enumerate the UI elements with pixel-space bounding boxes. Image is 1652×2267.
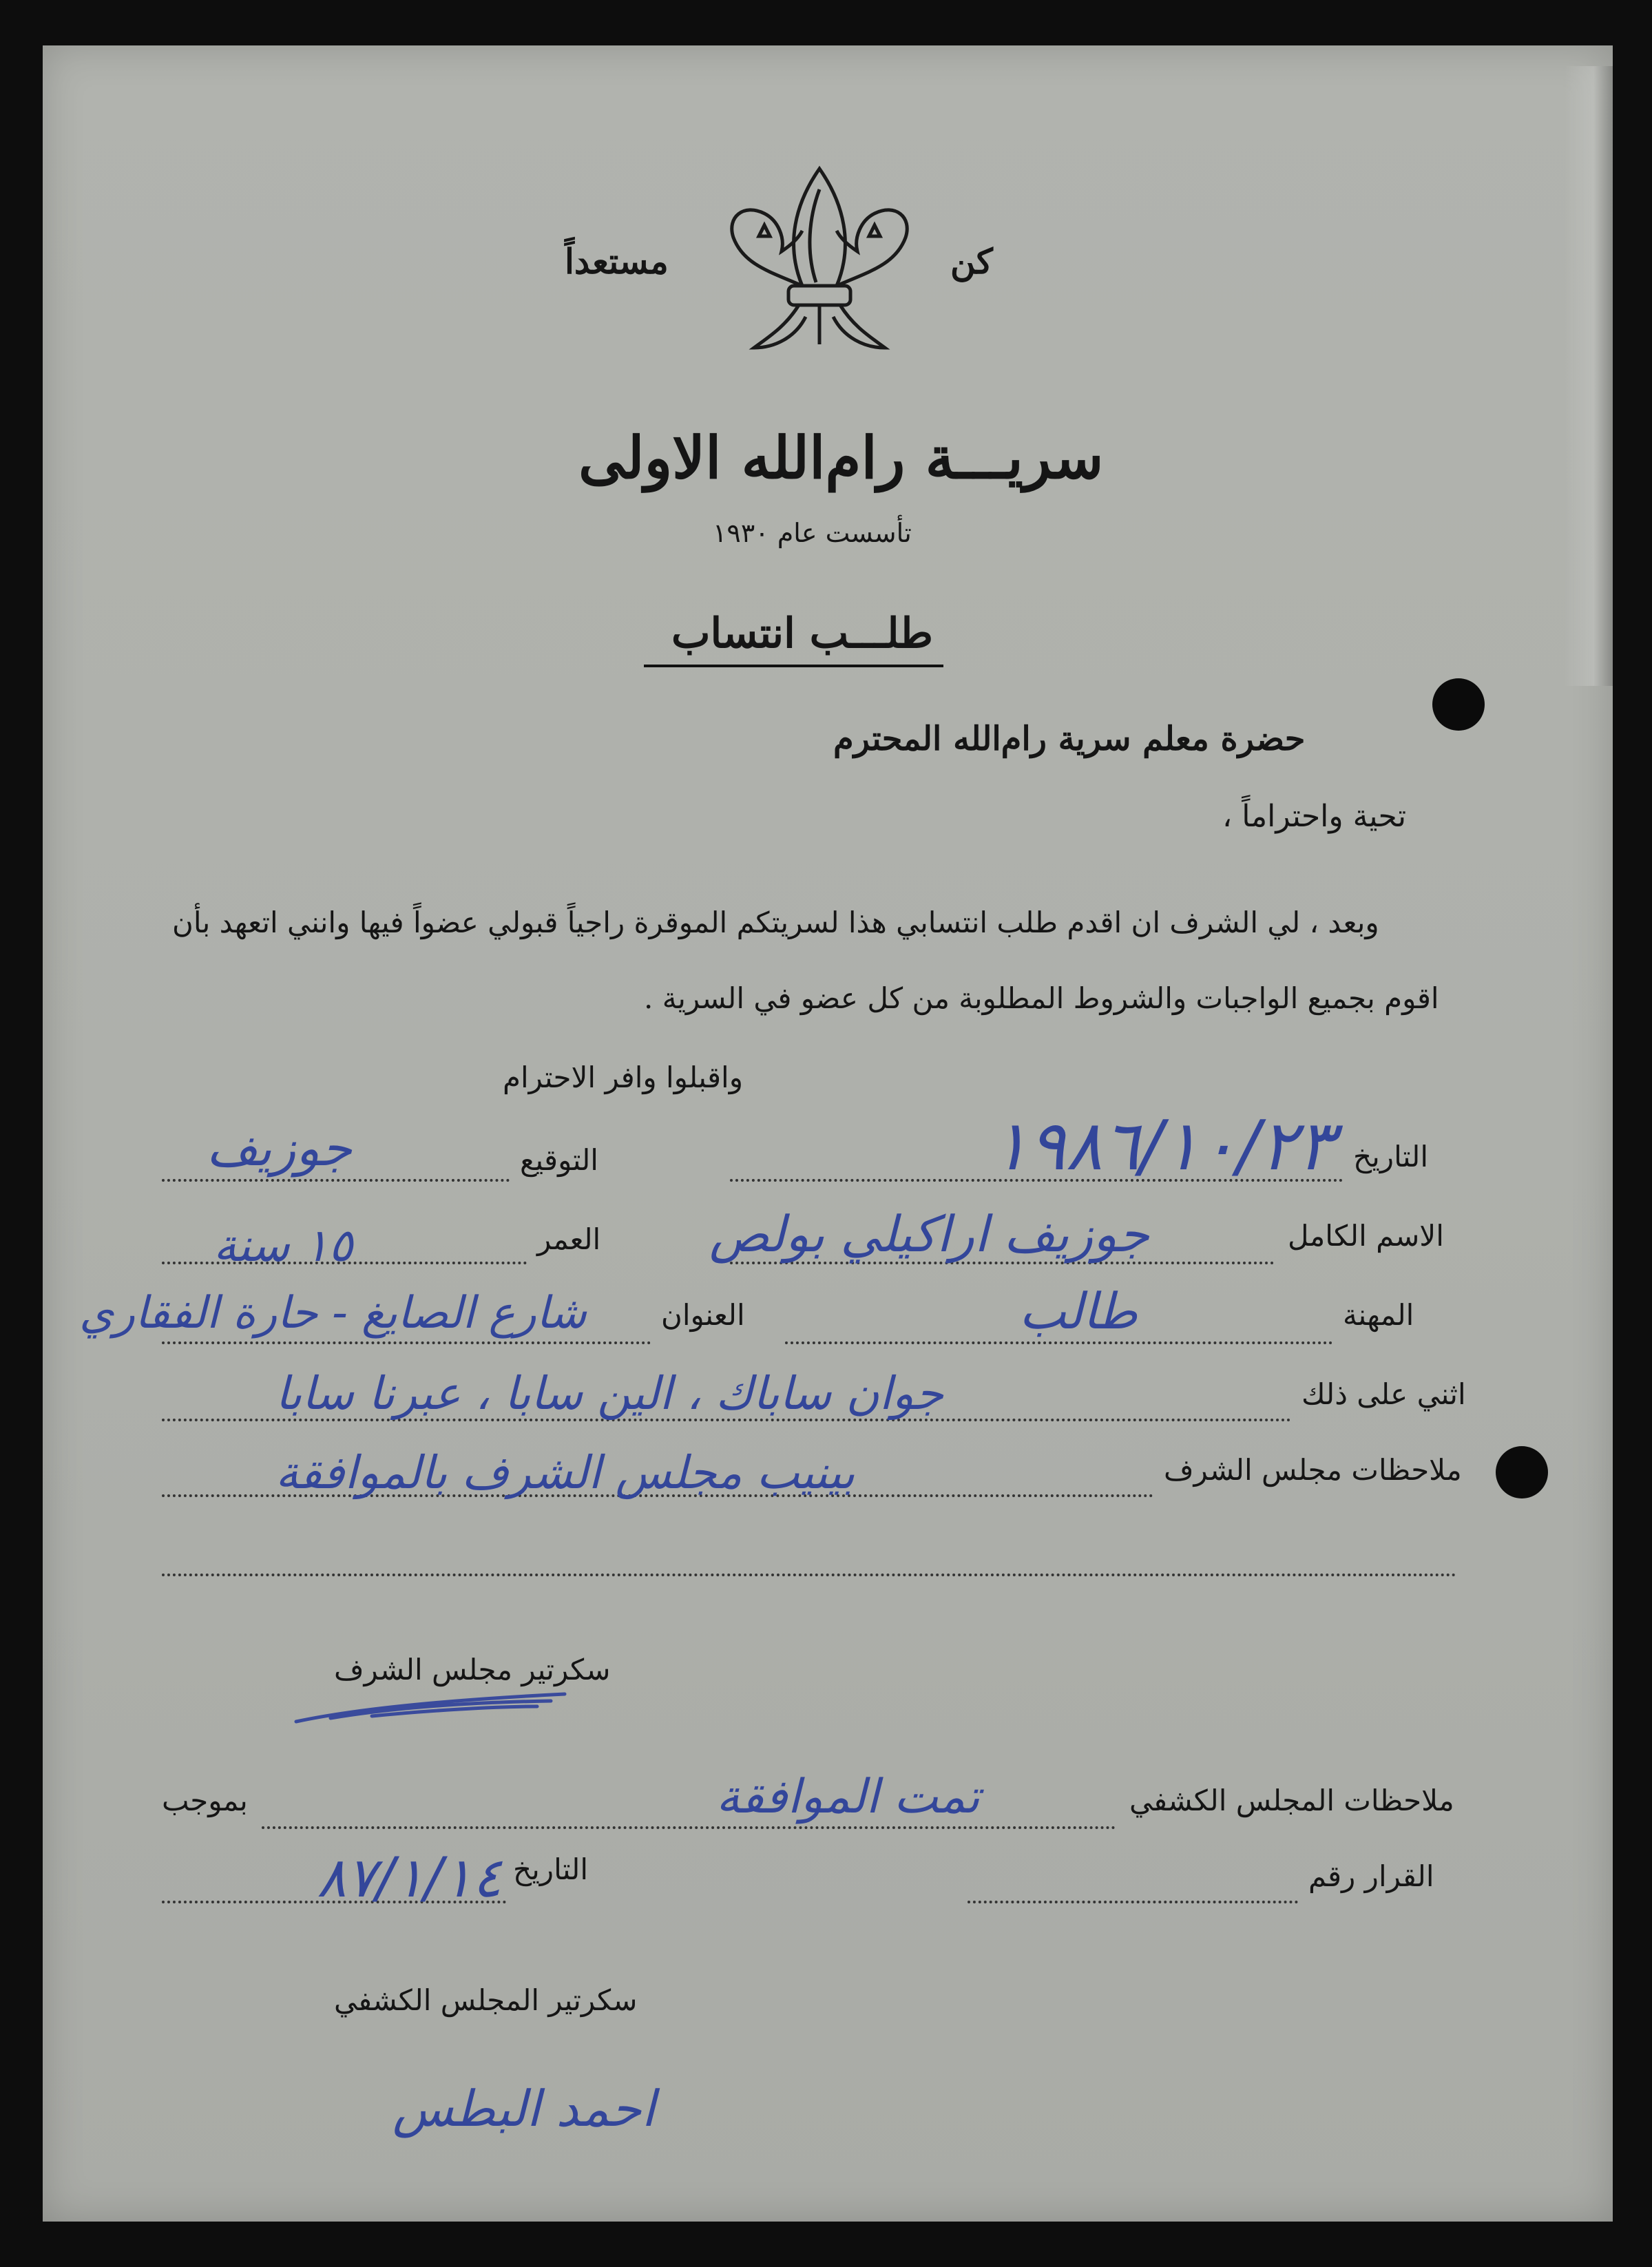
age-label: العمر: [537, 1222, 601, 1256]
age-value[interactable]: ١٥ سنة: [213, 1219, 353, 1272]
date-value[interactable]: ١٩٨٦/١٠/٢٣: [992, 1105, 1335, 1186]
profession-label: المهنة: [1343, 1298, 1414, 1332]
scout-notes-line: [262, 1826, 1116, 1829]
honor-secretary-label: سكرتير مجلس الشرف: [334, 1653, 611, 1686]
sponsor-value[interactable]: جوان ساباك ، الين سابا ، عبرنا سابا: [275, 1367, 944, 1420]
motto-right: كن: [950, 241, 993, 282]
address-label: العنوان: [661, 1298, 745, 1332]
profession-value[interactable]: طالب: [1019, 1282, 1138, 1340]
troop-name: سريـــة رام‌الله الاولى: [578, 424, 1104, 492]
pursuant-label: بموجب: [162, 1784, 248, 1817]
closing: واقبلوا وافر الاحترام: [503, 1061, 743, 1094]
scout-secretary-label: سكرتير المجلس الكشفي: [334, 1983, 638, 2017]
date-label: التاريخ: [1353, 1140, 1429, 1173]
decision-date-value[interactable]: ٨٧/١/١٤: [317, 1846, 502, 1910]
honor-notes-label: ملاحظات مجلس الشرف: [1164, 1453, 1462, 1487]
scout-notes-label: ملاحظات المجلس الكشفي: [1129, 1784, 1454, 1817]
decision-date-label: التاريخ: [513, 1852, 589, 1886]
title-underline: [644, 665, 943, 667]
body-line-2: اقوم بجميع الواجبات والشروط المطلوبة من كل عضو في السرية .: [644, 981, 1439, 1015]
body-line-1: وبعد ، لي الشرف ان اقدم طلب انتسابي هذا لسريتكم الموقرة راجياً قبولي عضواً فيها وانني اتعهد بأن: [172, 906, 1379, 939]
addressee: حضرة معلم سرية رام‌الله المحترم: [833, 720, 1306, 758]
fullname-label: الاسم الكامل: [1288, 1219, 1444, 1253]
founded-year: تأسست عام ١٩٣٠: [713, 518, 912, 548]
sponsor-label: اثني على ذلك: [1301, 1377, 1466, 1411]
fleur-de-lis-icon: [716, 162, 923, 368]
greeting: تحية واحتراماً ،: [1222, 799, 1407, 834]
scout-secretary-signature: احمد البطس: [393, 2080, 656, 2138]
scout-notes-value[interactable]: تمت الموافقة: [716, 1770, 980, 1824]
punch-hole-bottom: [1496, 1446, 1548, 1498]
decision-line: [968, 1901, 1298, 1903]
form-title: طلـــب انتساب: [671, 609, 933, 658]
honor-notes-value[interactable]: بينيب مجلس الشرف بالموافقة: [275, 1446, 855, 1499]
decision-label: القرار رقم: [1308, 1859, 1434, 1893]
fullname-value[interactable]: جوزيف اراكيلي بولص: [709, 1205, 1149, 1263]
address-line: [162, 1341, 651, 1344]
punch-hole-top: [1432, 678, 1485, 731]
address-value[interactable]: شارع الصايغ - حارة الفقاري: [79, 1288, 587, 1339]
profession-line: [785, 1341, 1332, 1344]
signature-value[interactable]: جوزيف: [207, 1119, 353, 1177]
honor-secretary-signature: [289, 1680, 578, 1735]
motto-left: مستعداً: [565, 241, 669, 282]
page-fold: [1565, 66, 1613, 686]
honor-notes-line-2: [162, 1574, 1456, 1576]
signature-label: التوقيع: [520, 1143, 598, 1177]
signature-line: [162, 1179, 510, 1182]
